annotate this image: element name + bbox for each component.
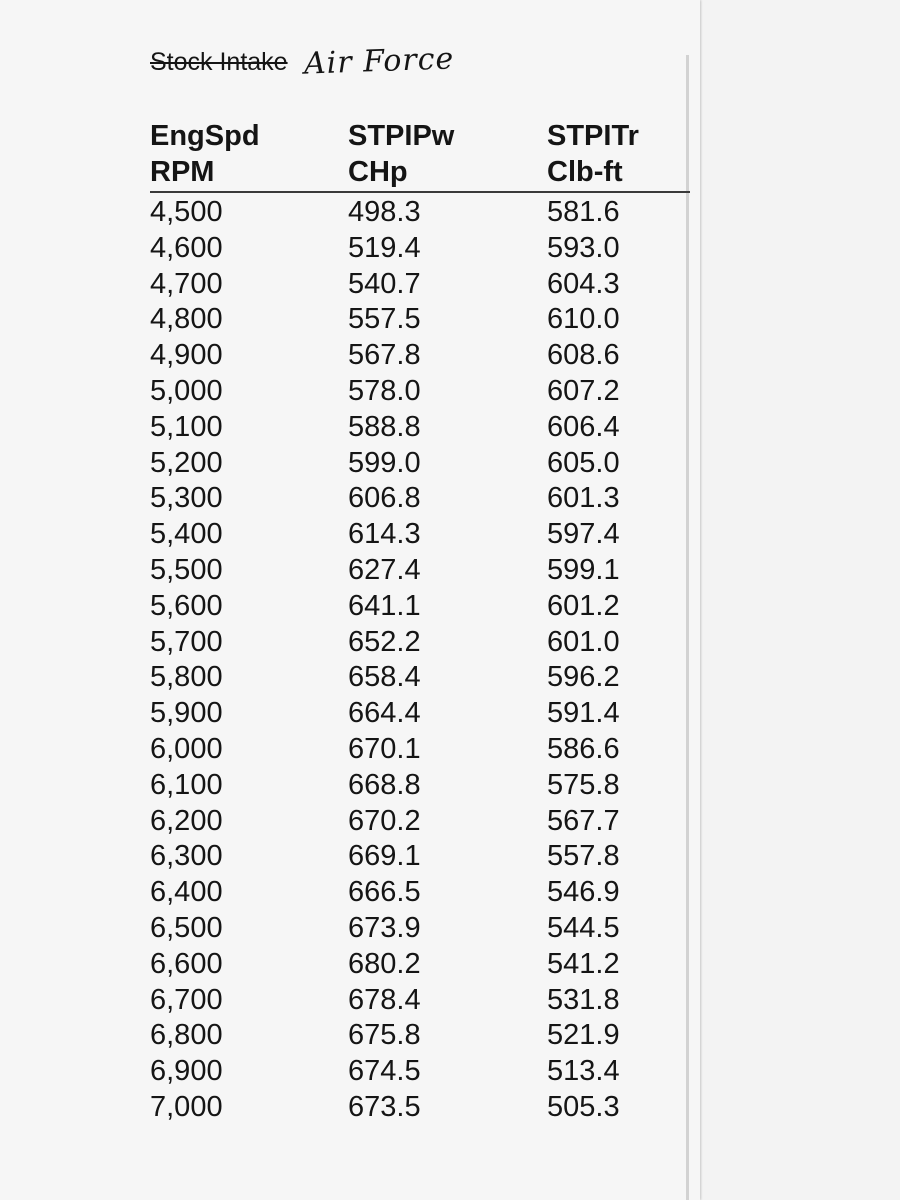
cell-power: 540.7 bbox=[348, 267, 421, 300]
cell-power: 675.8 bbox=[348, 1019, 421, 1052]
table-row bbox=[0, 625, 700, 661]
cell-torque: 610.0 bbox=[547, 303, 620, 336]
cell-engine-speed: 6,800 bbox=[150, 1019, 223, 1052]
cell-engine-speed: 5,000 bbox=[150, 374, 223, 407]
cell-engine-speed: 5,500 bbox=[150, 553, 223, 586]
cell-power: 498.3 bbox=[348, 196, 421, 228]
cell-torque: 541.2 bbox=[547, 947, 620, 980]
cell-engine-speed: 6,100 bbox=[150, 768, 223, 801]
table-row bbox=[0, 911, 700, 947]
cell-engine-speed: 5,200 bbox=[150, 446, 223, 479]
cell-torque: 601.2 bbox=[547, 589, 620, 622]
cell-engine-speed: 6,000 bbox=[150, 732, 223, 765]
cell-torque: 505.3 bbox=[547, 1090, 620, 1123]
table-row bbox=[0, 804, 700, 840]
cell-engine-speed: 5,400 bbox=[150, 518, 223, 551]
cell-engine-speed: 5,700 bbox=[150, 625, 223, 658]
cell-torque: 557.8 bbox=[547, 840, 620, 873]
cell-engine-speed: 5,900 bbox=[150, 697, 223, 730]
cell-torque: 575.8 bbox=[547, 768, 620, 801]
cell-power: 668.8 bbox=[348, 768, 421, 801]
cell-engine-speed: 6,400 bbox=[150, 876, 223, 909]
table-row bbox=[0, 1090, 700, 1126]
cell-power: 652.2 bbox=[348, 625, 421, 658]
cell-power: 674.5 bbox=[348, 1055, 421, 1088]
cell-torque: 521.9 bbox=[547, 1019, 620, 1052]
cell-torque: 597.4 bbox=[547, 518, 620, 551]
table-row bbox=[0, 481, 700, 517]
cell-power: 680.2 bbox=[348, 947, 421, 980]
column-header-engine-speed bbox=[150, 118, 260, 190]
table-row bbox=[0, 732, 700, 768]
table-row bbox=[0, 374, 700, 410]
cell-torque: 546.9 bbox=[547, 876, 620, 909]
table-row bbox=[0, 875, 700, 911]
cell-engine-speed: 4,700 bbox=[150, 267, 223, 300]
cell-power: 614.3 bbox=[348, 518, 421, 551]
cell-engine-speed: 6,300 bbox=[150, 840, 223, 873]
cell-torque: 586.6 bbox=[547, 732, 620, 765]
cell-power: 664.4 bbox=[348, 697, 421, 730]
header-divider bbox=[150, 191, 690, 193]
cell-engine-speed: 6,600 bbox=[150, 947, 223, 980]
column-header-unit: CHp bbox=[348, 156, 408, 188]
cell-torque: 581.6 bbox=[547, 196, 620, 228]
column-header-power bbox=[348, 118, 454, 190]
cell-engine-speed: 4,900 bbox=[150, 339, 223, 372]
table-header bbox=[0, 118, 700, 192]
cell-engine-speed: 6,500 bbox=[150, 911, 223, 944]
column-header-unit: Clb-ft bbox=[547, 156, 623, 188]
cell-power: 606.8 bbox=[348, 482, 421, 515]
column-header-label: STPITr bbox=[547, 120, 639, 152]
column-header-label: EngSpd bbox=[150, 120, 260, 152]
cell-torque: 599.1 bbox=[547, 553, 620, 586]
cell-engine-speed: 6,700 bbox=[150, 983, 223, 1016]
cell-power: 678.4 bbox=[348, 983, 421, 1016]
title-handwritten-text: Air Force bbox=[303, 41, 455, 82]
cell-engine-speed: 5,600 bbox=[150, 589, 223, 622]
cell-torque: 596.2 bbox=[547, 661, 620, 694]
cell-engine-speed: 5,300 bbox=[150, 482, 223, 515]
cell-torque: 601.3 bbox=[547, 482, 620, 515]
cell-torque: 608.6 bbox=[547, 339, 620, 372]
cell-power: 670.1 bbox=[348, 732, 421, 765]
table-row bbox=[0, 338, 700, 374]
table-row bbox=[0, 660, 700, 696]
cell-torque: 593.0 bbox=[547, 231, 620, 264]
title-struck-text: Stock Intake bbox=[150, 48, 288, 76]
table-row bbox=[0, 589, 700, 625]
table-row bbox=[0, 947, 700, 983]
table-row bbox=[0, 517, 700, 553]
cell-engine-speed: 4,800 bbox=[150, 303, 223, 336]
cell-power: 641.1 bbox=[348, 589, 421, 622]
table-row bbox=[0, 1018, 700, 1054]
cell-power: 658.4 bbox=[348, 661, 421, 694]
cell-power: 519.4 bbox=[348, 231, 421, 264]
cell-power: 666.5 bbox=[348, 876, 421, 909]
cell-power: 567.8 bbox=[348, 339, 421, 372]
cell-power: 578.0 bbox=[348, 374, 421, 407]
table-row bbox=[0, 410, 700, 446]
cell-power: 599.0 bbox=[348, 446, 421, 479]
cell-engine-speed: 6,900 bbox=[150, 1055, 223, 1088]
cell-power: 588.8 bbox=[348, 410, 421, 443]
cell-power: 669.1 bbox=[348, 840, 421, 873]
cell-power: 670.2 bbox=[348, 804, 421, 837]
column-header-torque bbox=[547, 118, 639, 190]
background-surface bbox=[690, 0, 900, 1200]
cell-power: 673.5 bbox=[348, 1090, 421, 1123]
table-row bbox=[0, 302, 700, 338]
table-row bbox=[0, 195, 700, 231]
cell-engine-speed: 4,600 bbox=[150, 231, 223, 264]
table-row bbox=[0, 983, 700, 1019]
table-row bbox=[0, 267, 700, 303]
cell-torque: 607.2 bbox=[547, 374, 620, 407]
cell-power: 627.4 bbox=[348, 553, 421, 586]
column-header-label: STPIPw bbox=[348, 120, 455, 152]
cell-engine-speed: 4,500 bbox=[150, 196, 223, 228]
table-row bbox=[0, 553, 700, 589]
cell-engine-speed: 5,800 bbox=[150, 661, 223, 694]
table-row bbox=[0, 696, 700, 732]
cell-torque: 606.4 bbox=[547, 410, 620, 443]
cell-torque: 531.8 bbox=[547, 983, 620, 1016]
cell-torque: 601.0 bbox=[547, 625, 620, 658]
cell-engine-speed: 5,100 bbox=[150, 410, 223, 443]
cell-engine-speed: 7,000 bbox=[150, 1090, 223, 1123]
cell-power: 557.5 bbox=[348, 303, 421, 336]
table-body bbox=[0, 195, 700, 1126]
table-row bbox=[0, 446, 700, 482]
cell-torque: 591.4 bbox=[547, 697, 620, 730]
cell-torque: 567.7 bbox=[547, 804, 620, 837]
table-row bbox=[0, 768, 700, 804]
page-title bbox=[150, 42, 454, 82]
cell-power: 673.9 bbox=[348, 911, 421, 944]
table-row bbox=[0, 231, 700, 267]
cell-torque: 513.4 bbox=[547, 1055, 620, 1088]
cell-torque: 605.0 bbox=[547, 446, 620, 479]
cell-engine-speed: 6,200 bbox=[150, 804, 223, 837]
column-header-unit: RPM bbox=[150, 156, 215, 188]
cell-torque: 604.3 bbox=[547, 267, 620, 300]
table-row bbox=[0, 1054, 700, 1090]
table-row bbox=[0, 839, 700, 875]
cell-torque: 544.5 bbox=[547, 911, 620, 944]
